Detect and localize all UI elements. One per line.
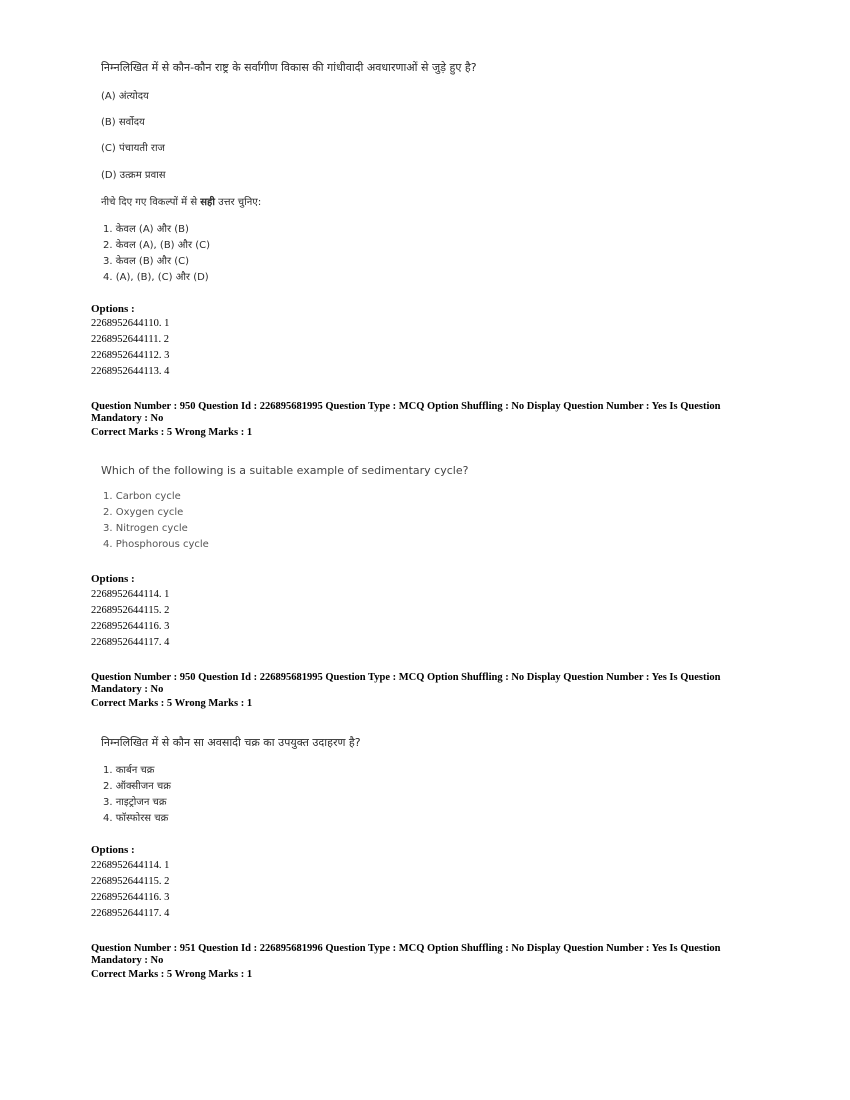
option-row: 2268952644116. 3 bbox=[91, 892, 170, 903]
choice-2: 2. केवल (A), (B) और (C) bbox=[103, 240, 211, 251]
choice-4: 4. Phosphorous cycle bbox=[103, 539, 209, 550]
options-heading-3: Options : bbox=[91, 844, 135, 856]
option-row: 2268952644117. 4 bbox=[91, 637, 170, 648]
choice-2: 2. ऑक्सीजन चक्र bbox=[103, 781, 171, 792]
choice-1: 1. केवल (A) और (B) bbox=[103, 224, 189, 235]
choice-3: 3. नाइट्रोजन चक्र bbox=[103, 797, 167, 808]
statement-b: (B) सर्वोदय bbox=[101, 117, 145, 128]
choice-3: 3. केवल (B) और (C) bbox=[103, 256, 190, 267]
choice-4: 4. फॉस्फोरस चक्र bbox=[103, 813, 169, 824]
option-row: 2268952644114. 1 bbox=[91, 589, 170, 600]
instruction-bold: सही bbox=[200, 197, 215, 208]
option-row: 2268952644116. 3 bbox=[91, 621, 170, 632]
question-meta-2: Question Number : 950 Question Id : 226895681995 Question Type : MCQ Option Shuffling : No Display Question Number : Yes Is Question Mandatory : No bbox=[91, 672, 721, 695]
question-image-2 bbox=[0, 455, 850, 565]
choice-1: 1. कार्बन चक्र bbox=[103, 765, 155, 776]
marks-meta-3: Correct Marks : 5 Wrong Marks : 1 bbox=[91, 969, 253, 980]
instruction-suffix: उत्तर चुनिए: bbox=[214, 197, 262, 208]
question-meta-1: Question Number : 950 Question Id : 226895681995 Question Type : MCQ Option Shuffling : No Display Question Number : Yes Is Question Mandatory : No bbox=[91, 401, 721, 424]
instruction-text bbox=[101, 194, 261, 208]
question-image-3 bbox=[0, 726, 850, 836]
choice-4: 4. (A), (B), (C) और (D) bbox=[103, 272, 209, 283]
question-meta-3: Question Number : 951 Question Id : 226895681996 Question Type : MCQ Option Shuffling : No Display Question Number : Yes Is Question Mandatory : No bbox=[91, 943, 721, 966]
statement-c: (C) पंचायती राज bbox=[101, 143, 165, 154]
option-row: 2268952644117. 4 bbox=[91, 908, 170, 919]
marks-meta-1: Correct Marks : 5 Wrong Marks : 1 bbox=[91, 427, 253, 438]
question-text: निम्नलिखित में से कौन सा अवसादी चक्र का उपयुक्त उदाहरण है? bbox=[101, 736, 361, 749]
instruction-prefix: नीचे दिए गए विकल्पों में से bbox=[101, 197, 201, 208]
options-heading-2: Options : bbox=[91, 573, 135, 585]
option-row: 2268952644112. 3 bbox=[91, 350, 170, 361]
option-row: 2268952644113. 4 bbox=[91, 366, 170, 377]
question-text: Which of the following is a suitable example of sedimentary cycle? bbox=[101, 464, 469, 477]
question-text: निम्नलिखित में से कौन-कौन राष्ट्र के सर्वांगीण विकास की गांधीवादी अवधारणाओं से जुड़े हुए है? bbox=[101, 61, 477, 74]
option-row: 2268952644114. 1 bbox=[91, 860, 170, 871]
statement-a: (A) अंत्योदय bbox=[101, 91, 149, 102]
option-row: 2268952644111. 2 bbox=[91, 334, 169, 345]
marks-meta-2: Correct Marks : 5 Wrong Marks : 1 bbox=[91, 698, 253, 709]
option-row: 2268952644110. 1 bbox=[91, 318, 170, 329]
options-heading-1: Options : bbox=[91, 303, 135, 315]
choice-3: 3. Nitrogen cycle bbox=[103, 523, 188, 534]
question-image-1 bbox=[0, 0, 850, 300]
statement-d: (D) उत्क्रम प्रवास bbox=[101, 170, 166, 181]
option-row: 2268952644115. 2 bbox=[91, 605, 170, 616]
option-row: 2268952644115. 2 bbox=[91, 876, 170, 887]
choice-2: 2. Oxygen cycle bbox=[103, 507, 184, 518]
choice-1: 1. Carbon cycle bbox=[103, 491, 181, 502]
